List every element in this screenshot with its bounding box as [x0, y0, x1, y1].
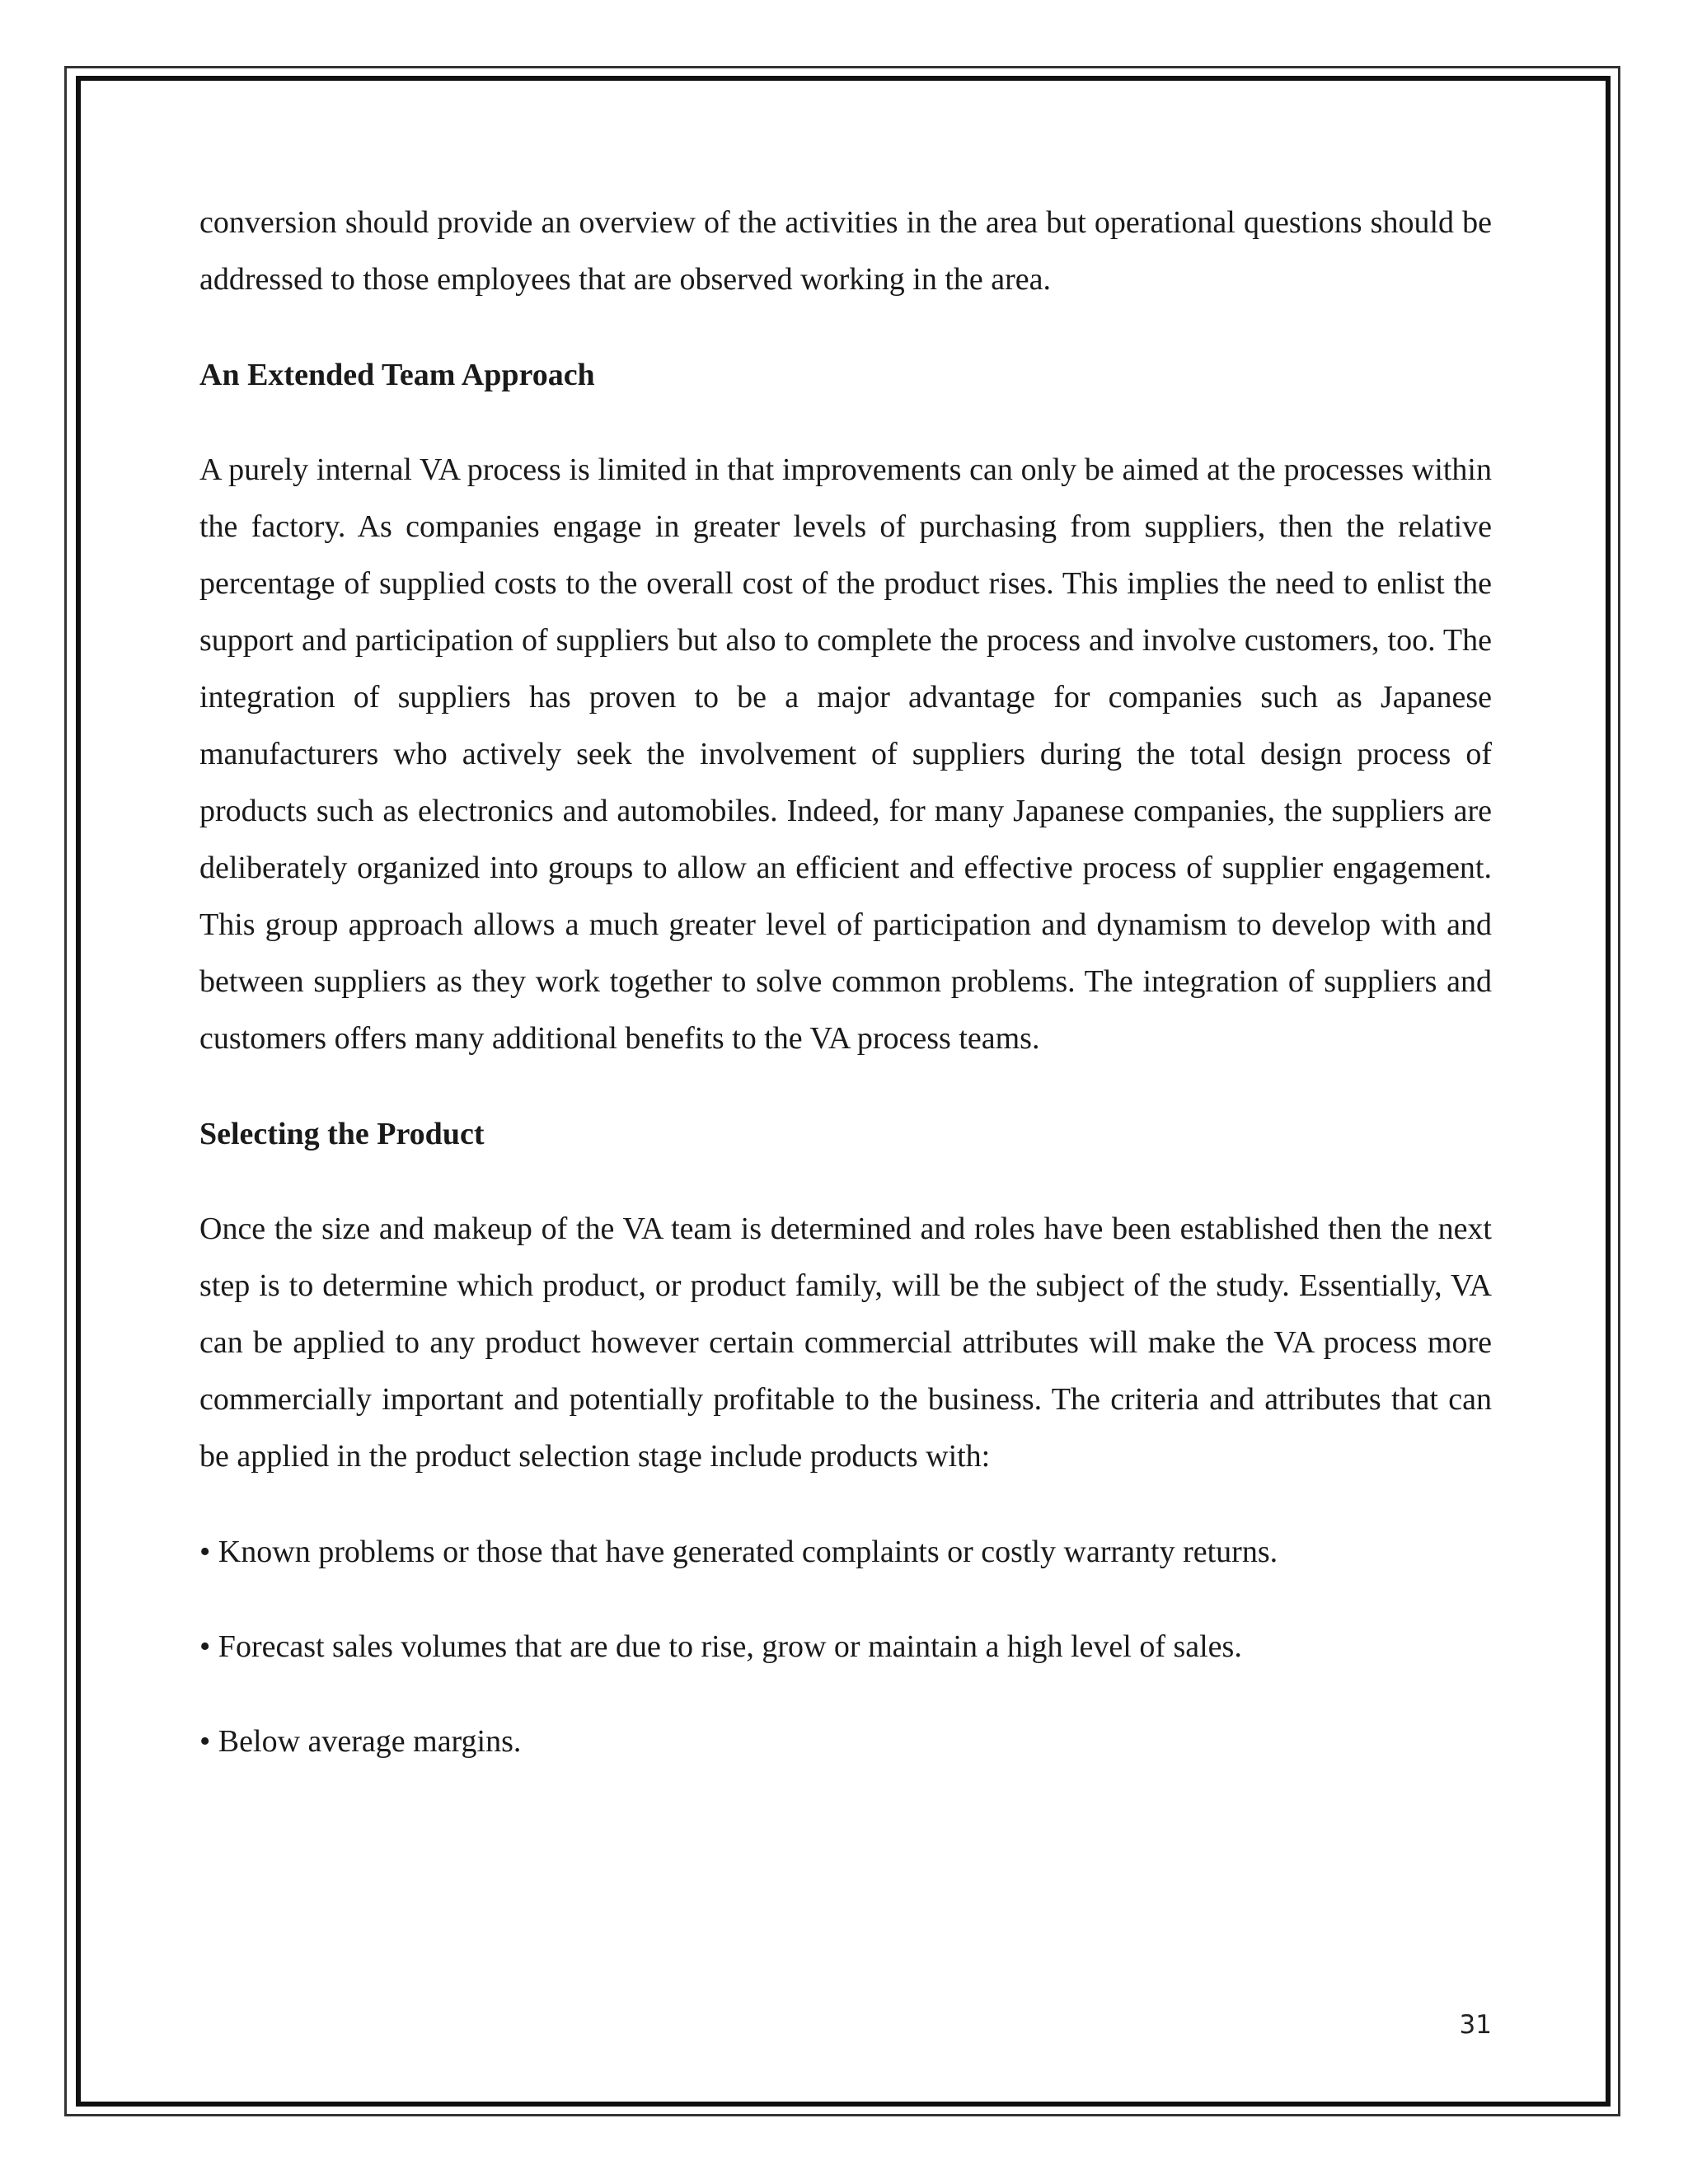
selecting-product-paragraph: Once the size and makeup of the VA team is determined and roles have been established then the next step is to determine which product, or product family, will be the subject of the study. Essentially, VA can be applied to any product however certain commercial attributes will make the VA process more commercially important and potentially profitable to the business. The criteria and attributes that can be applied in the product selection stage include products with:: [199, 1212, 1492, 1474]
section-heading-selecting-product: Selecting the Product: [199, 1117, 485, 1151]
intro-paragraph: conversion should provide an overview of the activities in the area but operational questions should be addressed to those employees that are observed working in the area.: [199, 205, 1492, 297]
section-heading-extended-team: An Extended Team Approach: [199, 358, 595, 392]
page-number: 31: [1459, 2010, 1492, 2040]
bullet-item: • Known problems or those that have generated complaints or costly warranty returns.: [199, 1535, 1278, 1569]
extended-team-paragraph: A purely internal VA process is limited in that improvements can only be aimed at the processes within the factory. As companies engage in greater levels of purchasing from suppliers, then the relative percentage of supplied costs to the overall cost of the product rises. This implies the need to enlist the support and participation of suppliers but also to complete the process and involve customers, too. The integration of suppliers has proven to be a major advantage for companies such as Japanese manufacturers who actively seek the involvement of suppliers during the total design process of products such as electronics and automobiles. Indeed, for many Japanese companies, the suppliers are deliberately organized into groups to allow an efficient and effective process of supplier engagement. This group approach allows a much greater level of participation and dynamism to develop with and between suppliers as they work together to solve common problems. The integration of suppliers and customers offers many additional benefits to the VA process teams.: [199, 452, 1492, 1056]
bullet-item: • Below average margins.: [199, 1724, 522, 1759]
page-content: [199, 194, 1492, 1808]
bullet-item: • Forecast sales volumes that are due to rise, grow or maintain a high level of sales.: [199, 1629, 1242, 1664]
